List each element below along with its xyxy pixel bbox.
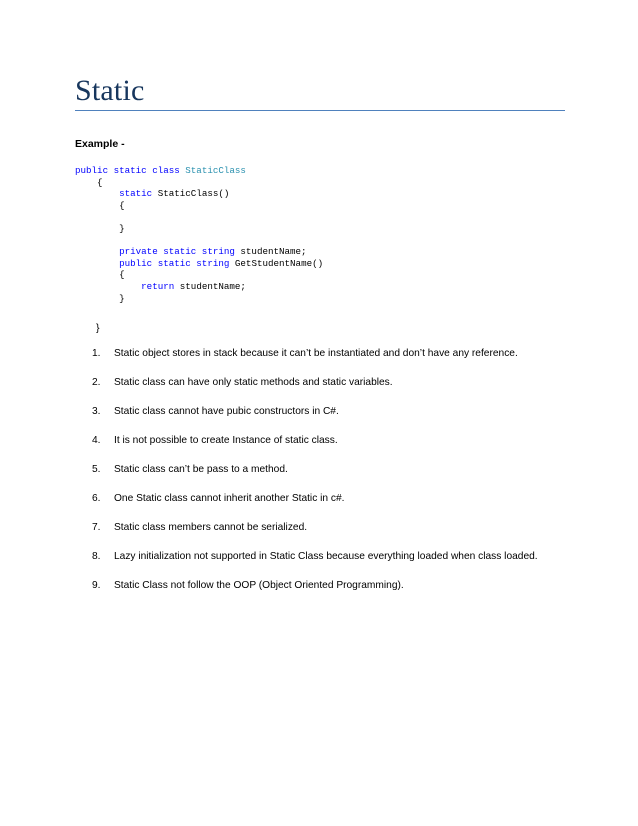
list-item-text: One Static class cannot inherit another Static in c#.: [114, 493, 345, 504]
list-item-text: Static class can have only static methods and static variables.: [114, 377, 393, 388]
code-type-name: StaticClass: [185, 165, 246, 176]
static-points-list: [92, 346, 562, 607]
code-text: [75, 246, 119, 257]
list-item-number: 3.: [92, 406, 101, 417]
code-line: [75, 188, 323, 200]
code-text: {: [75, 199, 125, 211]
code-line: [75, 165, 323, 177]
code-line: [75, 177, 323, 189]
code-line: [75, 211, 323, 223]
code-text: [75, 188, 119, 199]
code-line: [75, 235, 323, 247]
list-item-number: 2.: [92, 377, 101, 388]
code-text: {: [75, 176, 103, 188]
list-item-text: Static class can’t be pass to a method.: [114, 464, 288, 475]
list-item-number: 9.: [92, 580, 101, 591]
code-line: [75, 269, 323, 281]
code-text: GetStudentName(): [234, 257, 324, 269]
list-item: [92, 520, 562, 535]
title-underline: [75, 110, 565, 111]
code-text: studentName;: [240, 246, 307, 258]
code-text: [75, 258, 119, 269]
code-text: StaticClass(): [157, 188, 230, 200]
list-item-number: 1.: [92, 348, 101, 359]
code-line: [75, 281, 323, 293]
list-item: [92, 404, 562, 419]
code-closing-brace: }: [96, 322, 100, 334]
code-text: [75, 281, 141, 292]
list-item-text: Static class members cannot be serialized.: [114, 522, 308, 533]
code-line: [75, 246, 323, 258]
code-text: }: [75, 292, 125, 304]
code-line: [75, 258, 323, 270]
code-keyword: return: [141, 280, 180, 292]
list-item: [92, 462, 562, 477]
list-item-number: 7.: [92, 522, 101, 533]
code-text: {: [75, 269, 125, 281]
code-line: [75, 223, 323, 235]
example-label: Example -: [75, 138, 125, 150]
list-item: [92, 549, 562, 564]
code-block: [75, 165, 323, 304]
list-item: [92, 346, 562, 361]
code-line: [75, 293, 323, 305]
list-item-number: 6.: [92, 493, 101, 504]
list-item-number: 5.: [92, 464, 101, 475]
code-text: }: [75, 222, 125, 234]
list-item: [92, 433, 562, 448]
code-text: studentName;: [179, 280, 246, 292]
list-item-text: Static class cannot have pubic constructors in C#.: [114, 406, 339, 417]
code-line: [75, 200, 323, 212]
list-item-text: Static Class not follow the OOP (Object Oriented Programming).: [114, 580, 404, 591]
code-keyword: private static string: [119, 246, 241, 258]
list-item-number: 4.: [92, 435, 101, 446]
page-title: Static: [75, 74, 145, 107]
list-item-text: It is not possible to create Instance of static class.: [114, 435, 338, 446]
list-item-number: 8.: [92, 551, 101, 562]
code-keyword: public static class: [75, 165, 186, 176]
list-item: [92, 578, 562, 593]
code-keyword: public static string: [119, 257, 235, 269]
list-item-text: Lazy initialization not supported in Static Class because everything loaded when class loaded.: [114, 551, 538, 562]
list-item-text: Static object stores in stack because it can’t be instantiated and don’t have any reference.: [114, 348, 518, 359]
list-item: [92, 491, 562, 506]
list-item: [92, 375, 562, 390]
code-keyword: static: [119, 188, 158, 200]
